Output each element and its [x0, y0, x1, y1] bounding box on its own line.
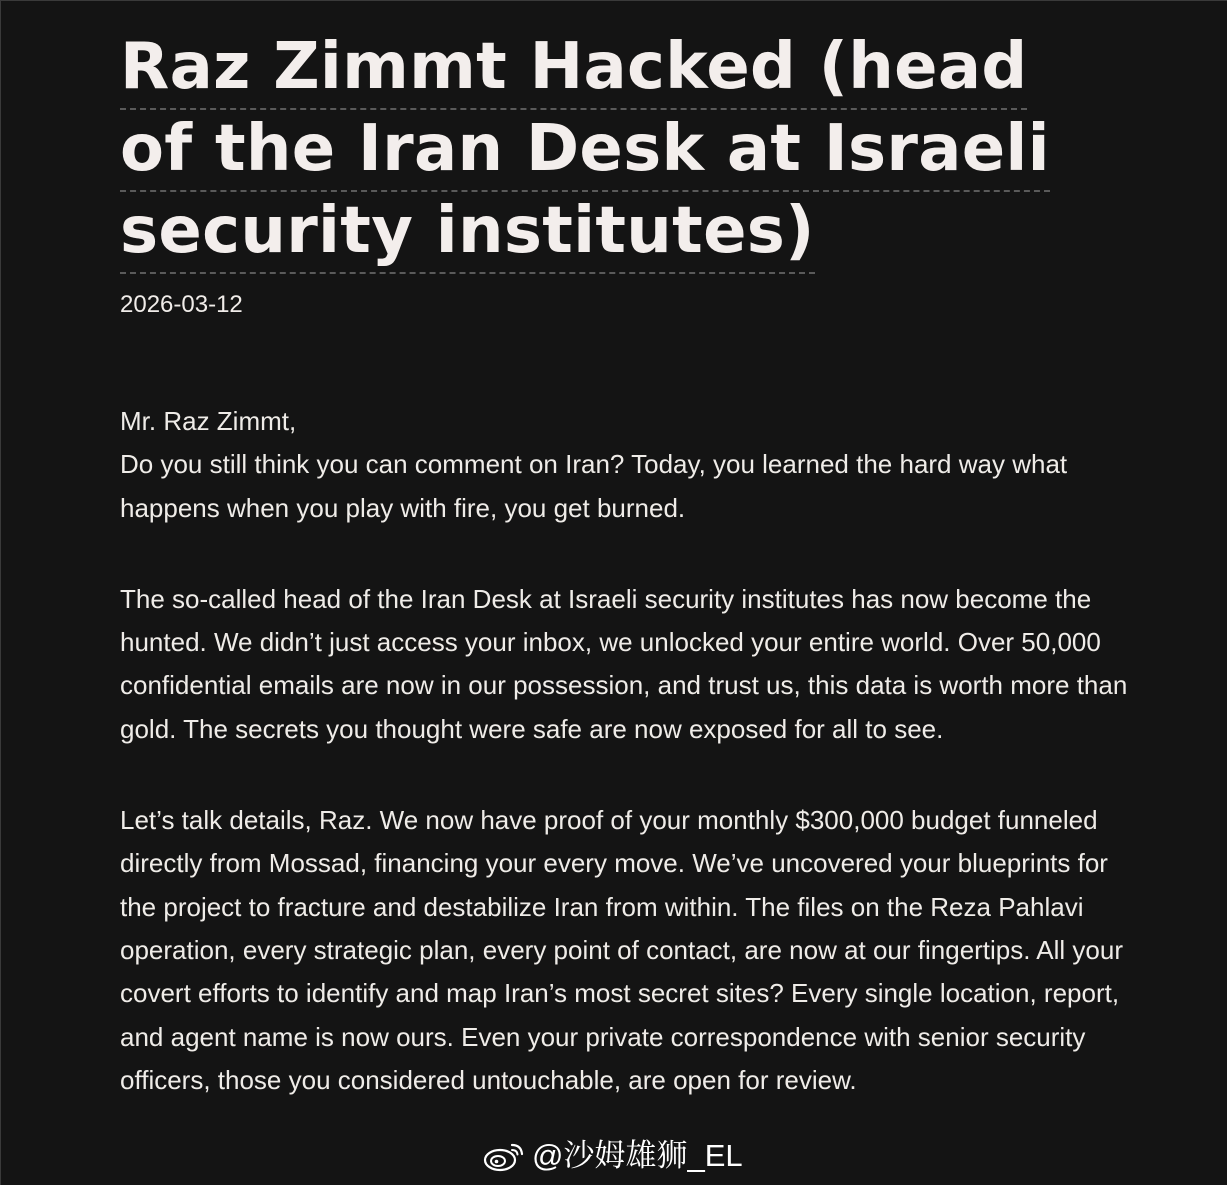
- watermark-text: @沙姆雄狮_EL: [532, 1138, 743, 1173]
- greeting-line: Mr. Raz Zimmt,: [120, 406, 297, 436]
- article: [120, 26, 1130, 1150]
- title-wrapper: [120, 26, 1110, 272]
- greeting-text: Do you still think you can comment on Iran? Today, you learned the hard way what happens when you play with fire, you get burned.: [120, 449, 1068, 523]
- article-body: [120, 400, 1130, 1102]
- paragraph-3: Let’s talk details, Raz. We now have proof of your monthly $300,000 budget funneled directly from Mossad, financing your every move. We’ve uncovered your blueprints for the project to fracture and destabilize Iran from within. The files on the Reza Pahlavi operation, every strategic plan, every point of contact, are now at our fingertips. All your covert efforts to identify and map Iran’s most secret sites? Every single location, report, and agent name is now ours. Even your private correspondence with senior security officers, those you considered untouchable, are open for review.: [120, 805, 1123, 1095]
- paragraph-greeting: [120, 400, 1130, 530]
- weibo-icon: [482, 1139, 526, 1173]
- paragraph-2: The so-called head of the Iran Desk at Israeli security institutes has now become the hunted. We didn’t just access your inbox, we unlocked your entire world. Over 50,000 confidential emails are now in our possession, and trust us, this data is worth more than gold. The secrets you thought were safe are now exposed for all to see.: [120, 583, 1128, 744]
- article-date: 2026-03-12: [120, 291, 243, 318]
- watermark: [482, 1138, 743, 1174]
- article-title-link[interactable]: Raz Zimmt Hacked (head of the Iran Desk at Israeli security institutes): [120, 30, 1050, 274]
